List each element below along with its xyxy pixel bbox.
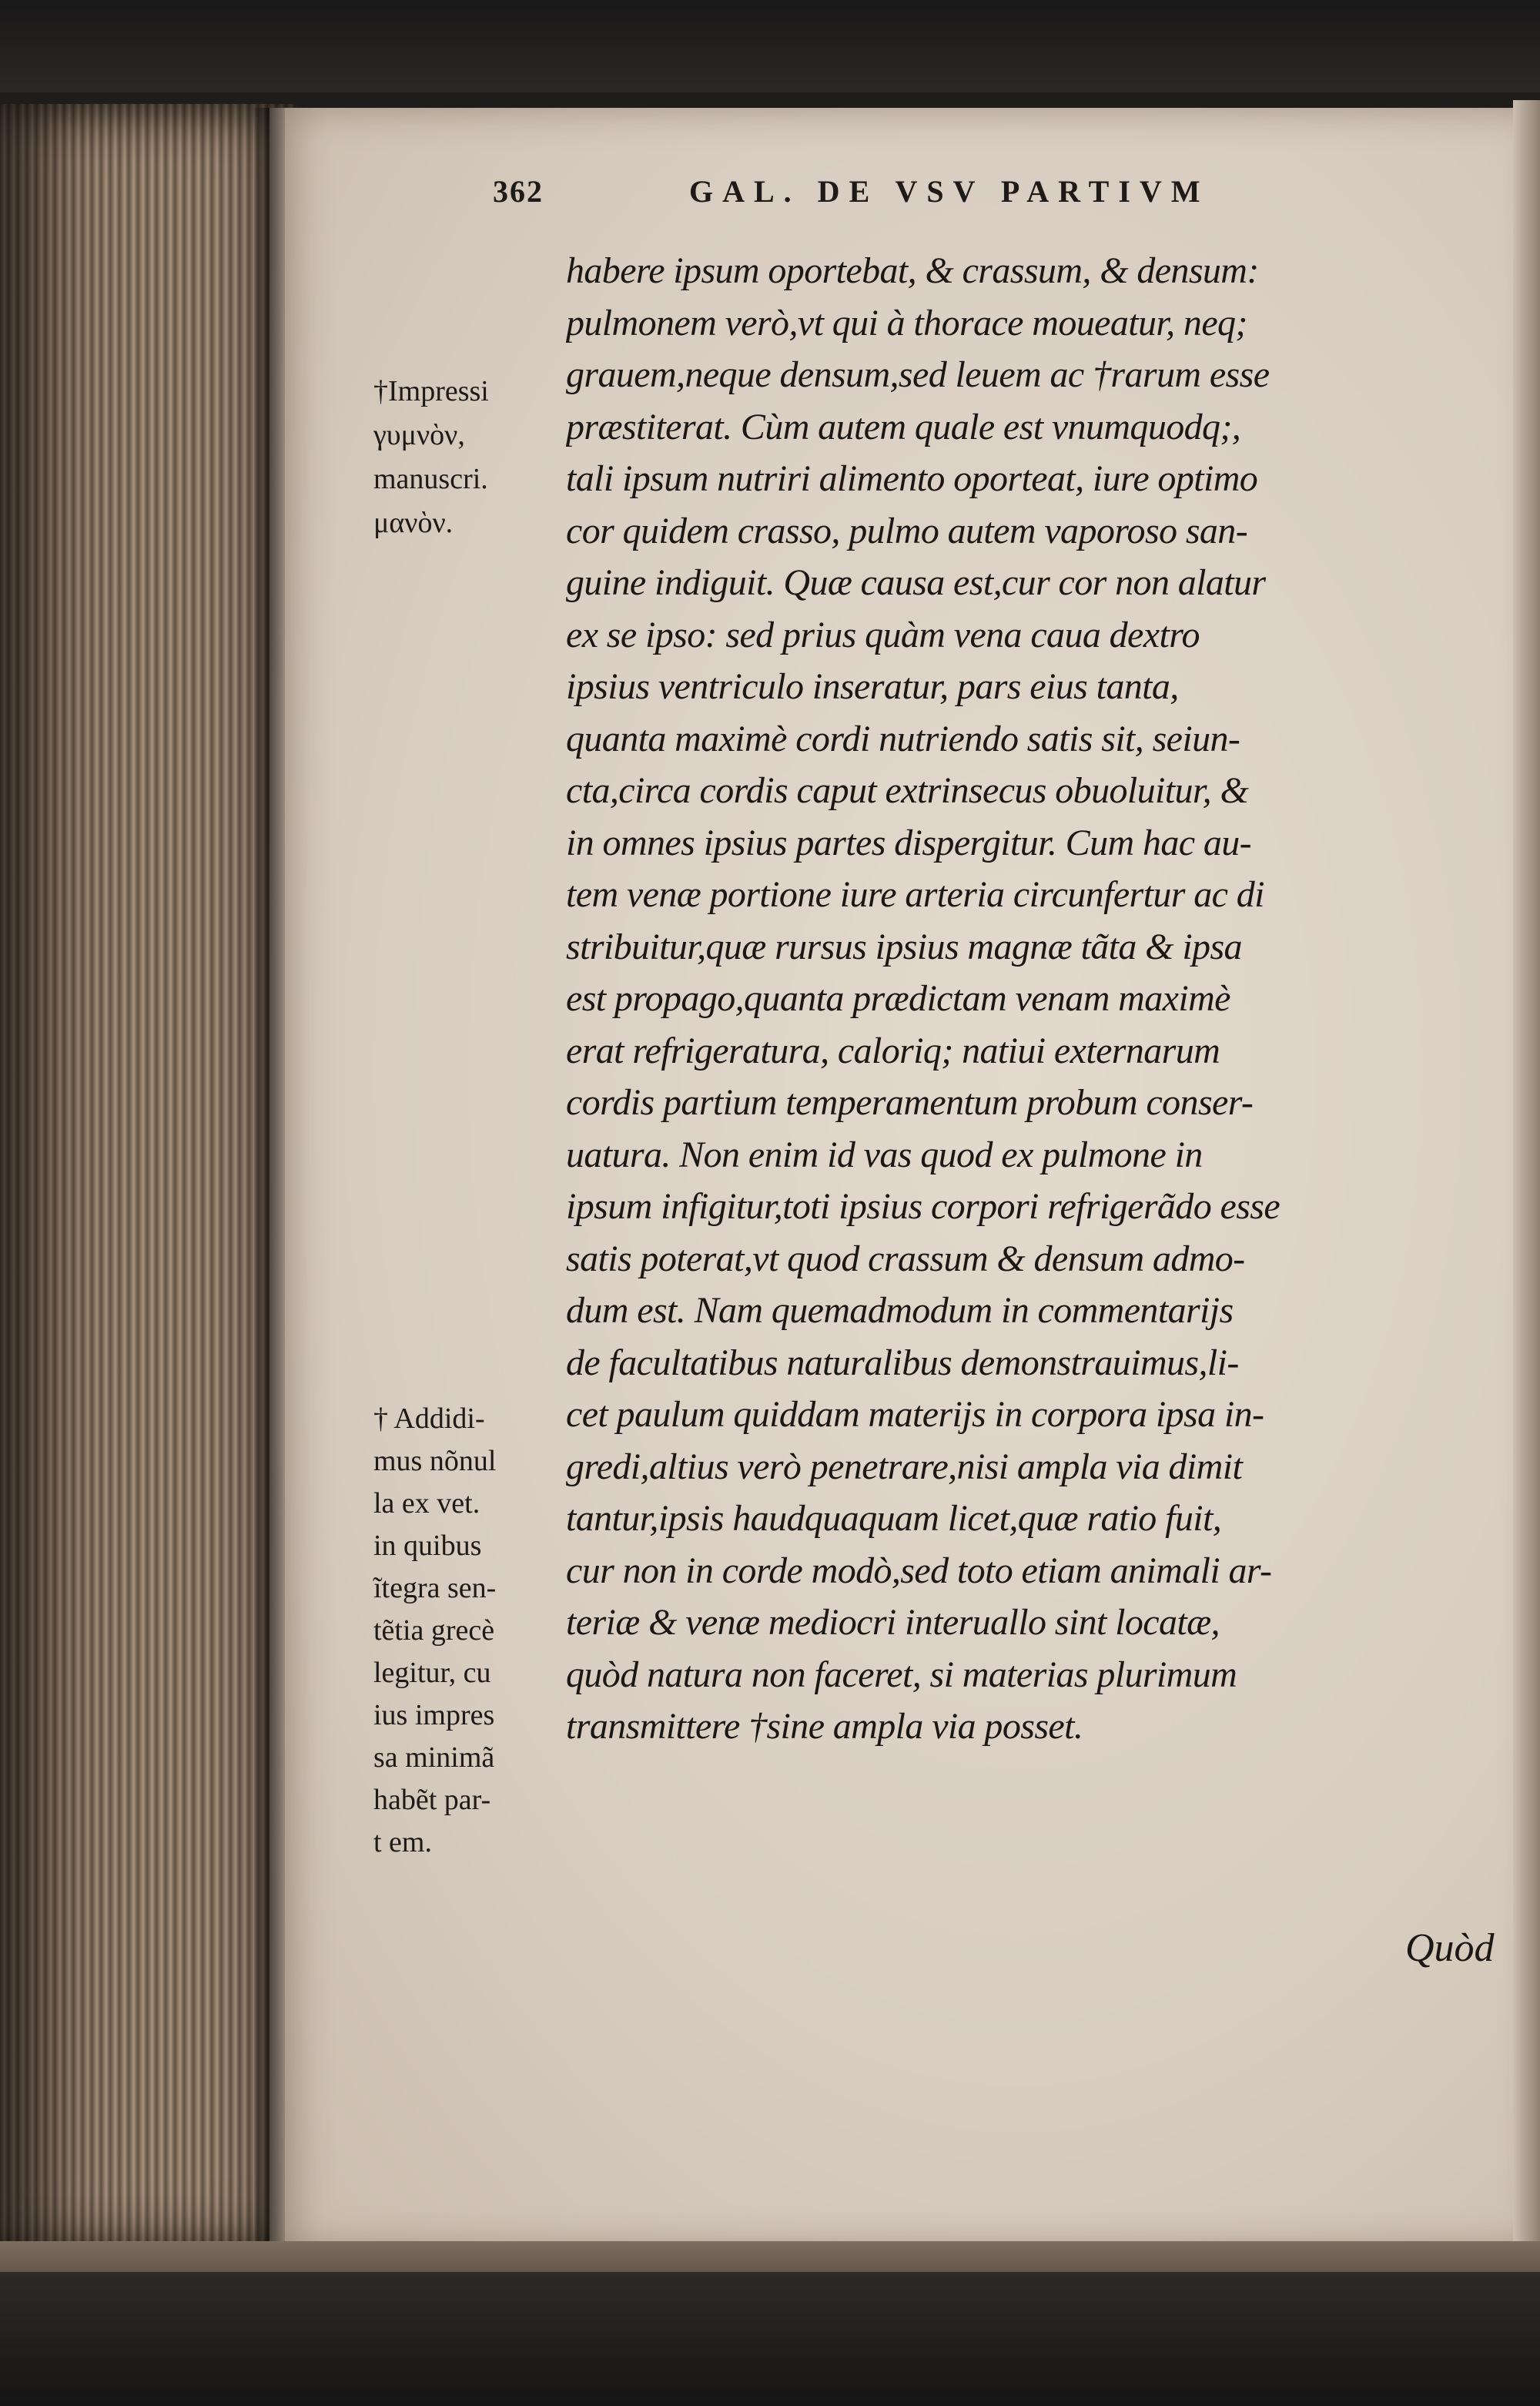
margin-note-line: tẽtia grecè xyxy=(373,1614,495,1647)
text-line: satis poterat,vt quod crassum & densum admo- xyxy=(566,1238,1245,1279)
margin-note-line: sa minimã xyxy=(373,1741,495,1774)
text-line: in omnes ipsius partes dispergitur. Cum hac au- xyxy=(566,822,1252,863)
text-line: cordis partium temperamentum probum conser- xyxy=(566,1082,1254,1123)
text-line: guine indiguit. Quæ causa est,cur cor non alatur xyxy=(566,562,1266,603)
text-line: gredi,altius verò penetrare,nisi ampla via dimit xyxy=(566,1446,1243,1487)
text-line: erat refrigeratura, caloriq; natiui externarum xyxy=(566,1030,1220,1071)
text-line: pulmonem verò,vt qui à thorace moueatur, neq; xyxy=(566,302,1247,343)
text-line: stribuitur,quæ rursus ipsius magnæ tãta & ipsa xyxy=(566,926,1242,967)
text-line: habere ipsum oportebat, & crassum, & densum: xyxy=(566,250,1259,291)
background-top xyxy=(0,0,1540,92)
text-line: grauem,neque densum,sed leuem ac †rarum esse xyxy=(566,354,1270,395)
background-bottom xyxy=(0,2272,1540,2406)
margin-note-line: ĩtegra sen- xyxy=(373,1572,497,1604)
text-line: transmittere †sine ampla via posset. xyxy=(566,1706,1083,1747)
text-line: cta,circa cordis caput extrinsecus obuoluitur, & xyxy=(566,770,1249,811)
text-line: ipsius ventriculo inseratur, pars eius tanta, xyxy=(566,666,1179,707)
margin-note-line: manuscri. xyxy=(373,463,488,495)
margin-note-line: mus nõnul xyxy=(373,1445,497,1477)
text-line: ipsum infigitur,toti ipsius corpori refrigerãdo esse xyxy=(566,1186,1281,1227)
margin-note-line: μανὸν. xyxy=(373,507,454,539)
text-line: cur non in corde modò,sed toto etiam animali ar- xyxy=(566,1550,1272,1591)
text-line: præstiterat. Cùm autem quale est vnumquodq;, xyxy=(566,406,1241,447)
text-line: cet paulum quiddam materijs in corpora ipsa in- xyxy=(566,1394,1264,1435)
text-line: tali ipsum nutriri alimento oporteat, iure optimo xyxy=(566,458,1258,499)
text-line: quanta maximè cordi nutriendo satis sit, seiun- xyxy=(566,718,1240,759)
text-line: quòd natura non faceret, si materias plurimum xyxy=(566,1654,1237,1695)
page-right-edge xyxy=(1513,100,1540,2257)
body-text-block xyxy=(566,245,1513,1753)
margin-note-line: †Impressi xyxy=(373,375,489,407)
book-page-edges xyxy=(0,104,296,2253)
text-line: est propago,quanta prædictam venam maximè xyxy=(566,978,1230,1019)
book-gutter xyxy=(254,108,285,2249)
margin-note-line: † Addidi- xyxy=(373,1402,485,1435)
margin-note-line: habẽt par- xyxy=(373,1784,491,1816)
catchword: Quòd xyxy=(1405,1926,1495,1970)
text-line: de facultatibus naturalibus demonstrauimus,li- xyxy=(566,1342,1239,1383)
running-title: GAL. DE VSV PARTIVM xyxy=(689,174,1210,209)
page-number: 362 xyxy=(493,174,544,209)
text-line: ex se ipso: sed prius quàm vena caua dextro xyxy=(566,614,1200,655)
margin-note-line: t em. xyxy=(373,1826,432,1858)
margin-note-line: la ex vet. xyxy=(373,1487,480,1520)
margin-note-line: ius impres xyxy=(373,1699,495,1731)
margin-note-impressi xyxy=(373,370,558,545)
text-line: cor quidem crasso, pulmo autem vaporoso san- xyxy=(566,510,1248,551)
margin-note-line: γυμνὸν, xyxy=(373,419,465,451)
text-line: uatura. Non enim id vas quod ex pulmone in xyxy=(566,1134,1203,1175)
text-line: teriæ & venæ mediocri interuallo sint locatæ, xyxy=(566,1602,1220,1643)
margin-note-line: in quibus xyxy=(373,1530,482,1562)
margin-note-line: legitur, cu xyxy=(373,1657,491,1689)
text-line: tem venæ portione iure arteria circunfertur ac di xyxy=(566,874,1264,915)
margin-note-addidimus xyxy=(373,1398,562,1864)
text-line: tantur,ipsis haudquaquam licet,quæ ratio fuit, xyxy=(566,1498,1222,1539)
text-line: dum est. Nam quemadmodum in commentarijs xyxy=(566,1290,1234,1331)
